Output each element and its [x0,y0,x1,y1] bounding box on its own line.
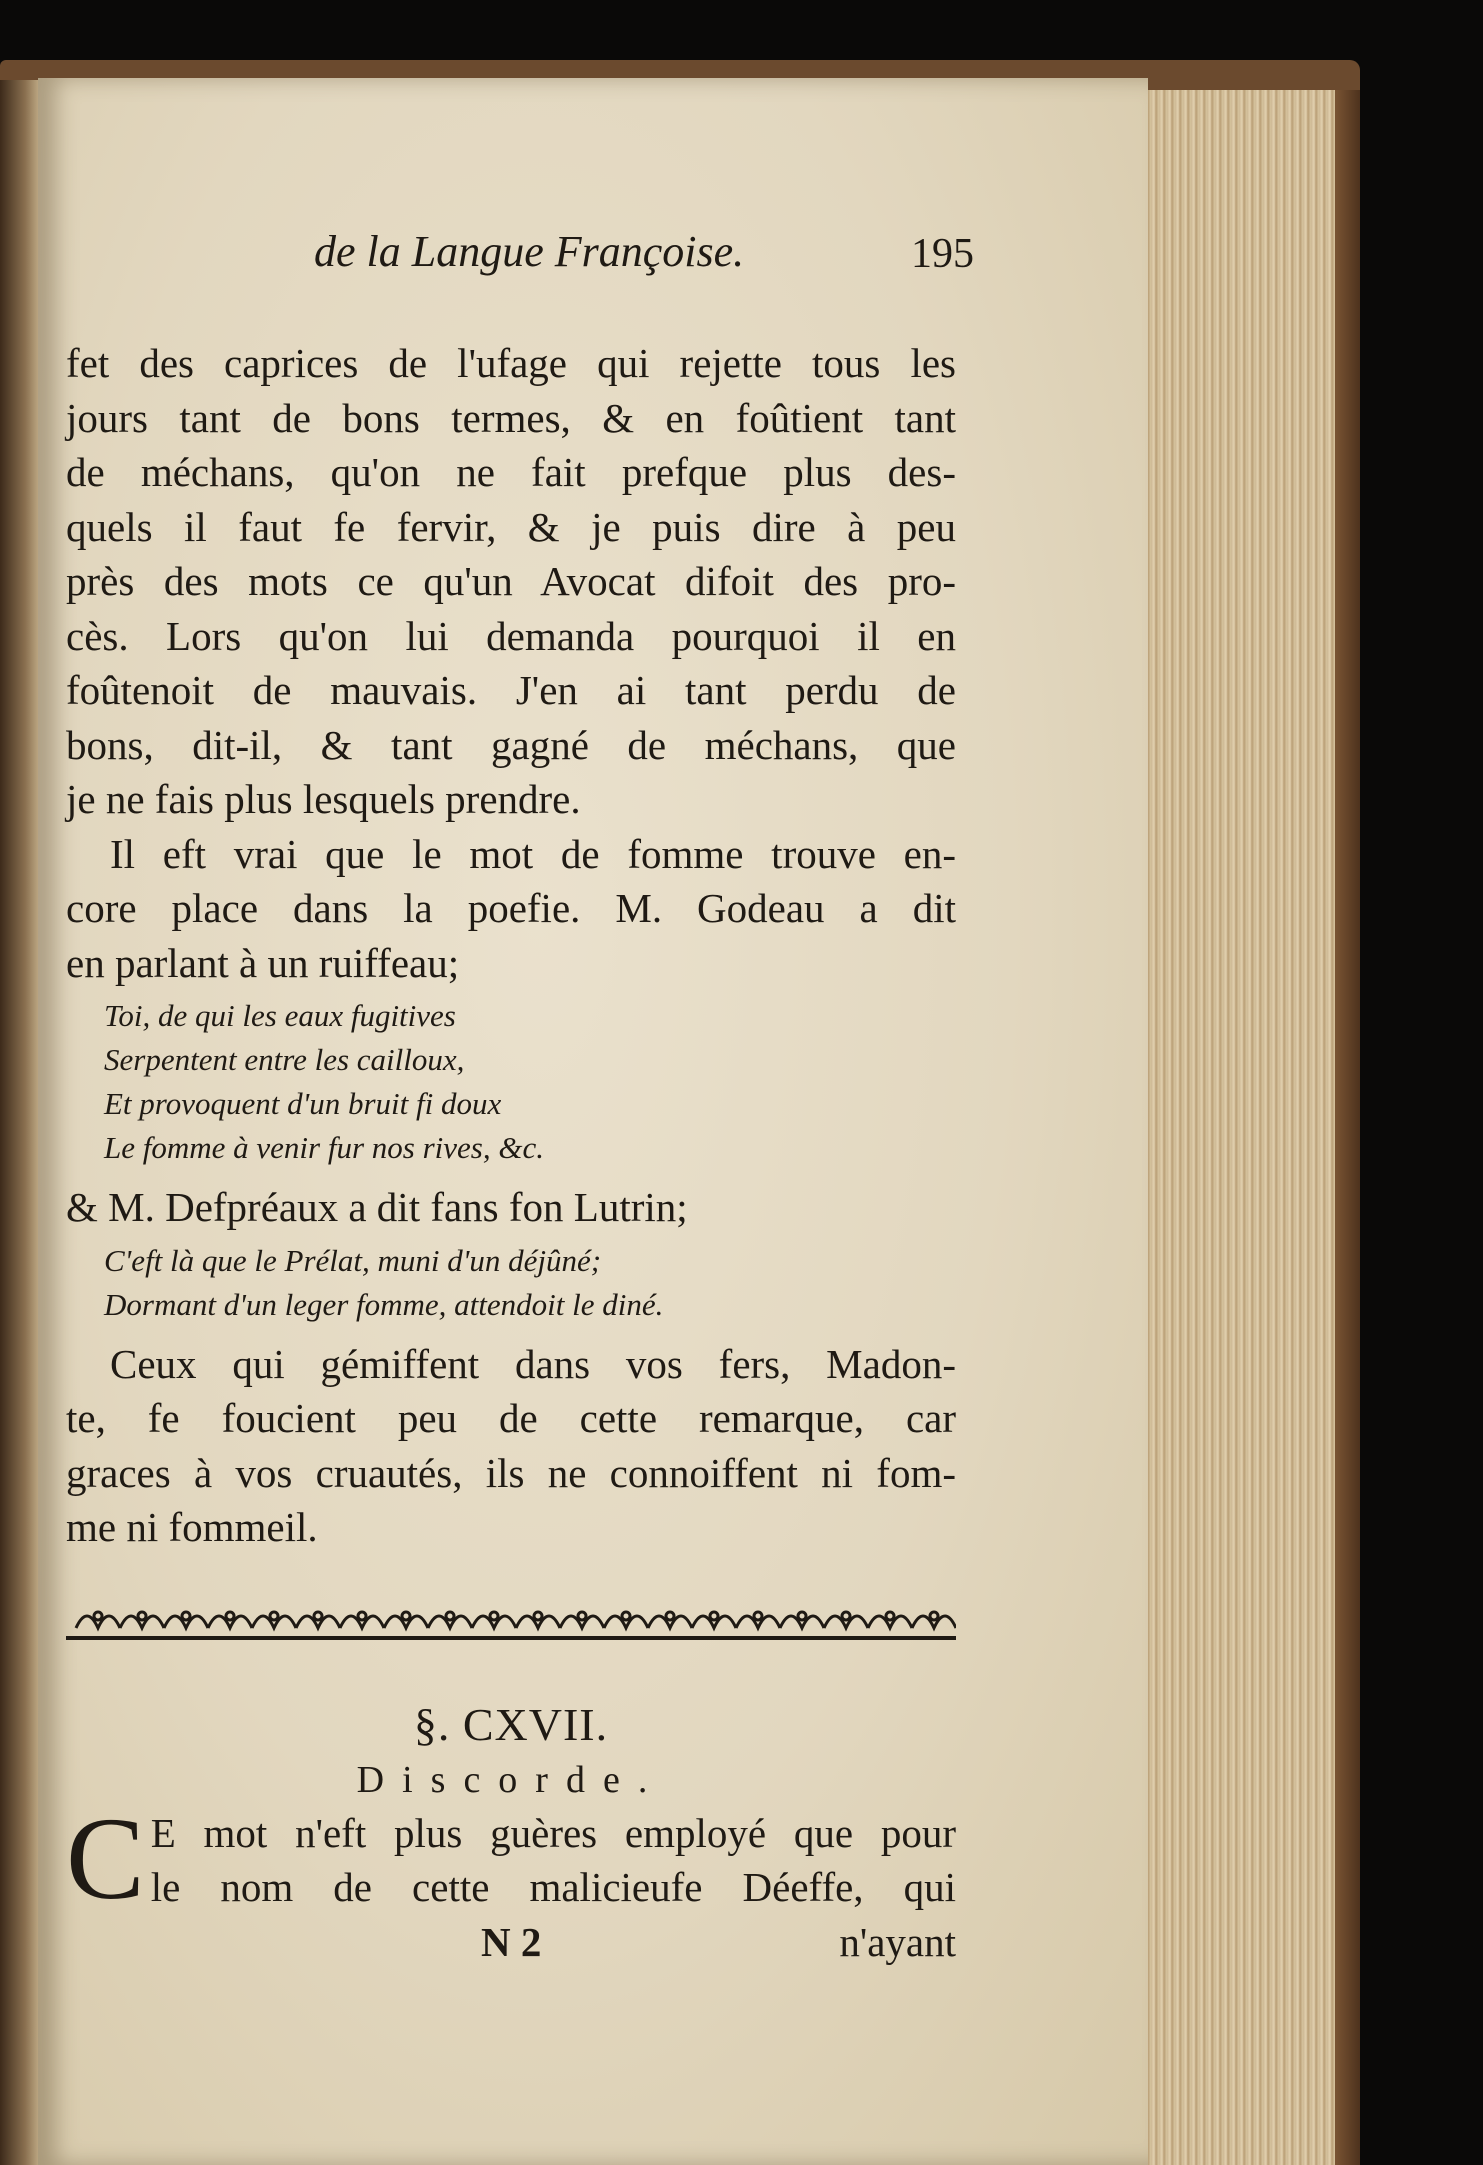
text-line: je ne fais plus lesquels prendre. [66,776,581,822]
page-fore-edge [1135,90,1335,2165]
text-line: core place dans la poefie. M. Godeau a dit [66,885,956,931]
text-line: Il eft vrai que le mot de fomme trouve en- [110,830,956,877]
verse-line: Toi, de qui les eaux fugitives [104,998,456,1033]
text-line: me ni fommeil. [66,1504,318,1550]
verse-quote [66,1239,956,1327]
text-line: foûtenoit de mauvais. J'en ai tant perdu de [66,667,956,713]
signature-mark: N 2 [481,1919,542,1965]
section-title: Discorde. [356,1759,666,1801]
section-number: §. CXVII. [413,1699,609,1750]
left-page-edge [0,80,42,2165]
text-line: E mot n'eft plus guères employé que pour [150,1810,956,1856]
verse-line: Et provoquent d'un bruit fi doux [104,1086,502,1121]
verse-quote [66,994,956,1170]
ornamental-divider [66,1598,956,1644]
book-page [38,78,1148,2165]
text-line: Ceux qui gémiffent dans vos fers, Madon- [110,1340,956,1387]
text-line: cès. Lors qu'on lui demanda pourquoi il en [66,612,956,659]
verse-line: Serpentent entre les cailloux, [104,1042,465,1077]
verse-line: C'eft là que le Prélat, muni d'un déjûné; [104,1242,602,1278]
text-line: graces à vos cruautés, ils ne connoiffent ni fom- [66,1449,956,1496]
text-line: fet des caprices de l'ufage qui rejette tous les [66,340,956,386]
text-line: jours tant de bons termes, & en foûtient tant [66,394,956,441]
verse-line: Dormant d'un leger fomme, attendoit le diné. [104,1286,664,1322]
main-text [66,336,956,1555]
verse-line: Le fomme à venir fur nos rives, &c. [104,1130,544,1165]
section-text [66,1793,956,1924]
page-header [274,226,974,296]
running-title: de la Langue Françoise. [314,227,745,276]
catchword: n'ayant [839,1919,956,1965]
text-line: quels il faut fe fervir, & je puis dire à peu [66,503,956,550]
text-line: en parlant à un ruiffeau; [66,939,460,986]
text-line: le nom de cette malicieufe Déeffe, qui [150,1864,956,1910]
text-line: & M. Defpréaux a dit fans fon Lutrin; [66,1184,688,1230]
page-number: 195 [911,231,974,277]
text-line: bons, dit-il, & tant gagné de méchans, que [66,721,956,768]
drop-cap: C [66,1793,145,1924]
text-line: de méchans, qu'on ne fait prefque plus des- [66,449,956,495]
text-line: te, fe foucient peu de cette remarque, car [66,1395,956,1441]
text-line: près des mots ce qu'un Avocat difoit des pro- [66,558,956,604]
page-footer [66,1918,956,1974]
